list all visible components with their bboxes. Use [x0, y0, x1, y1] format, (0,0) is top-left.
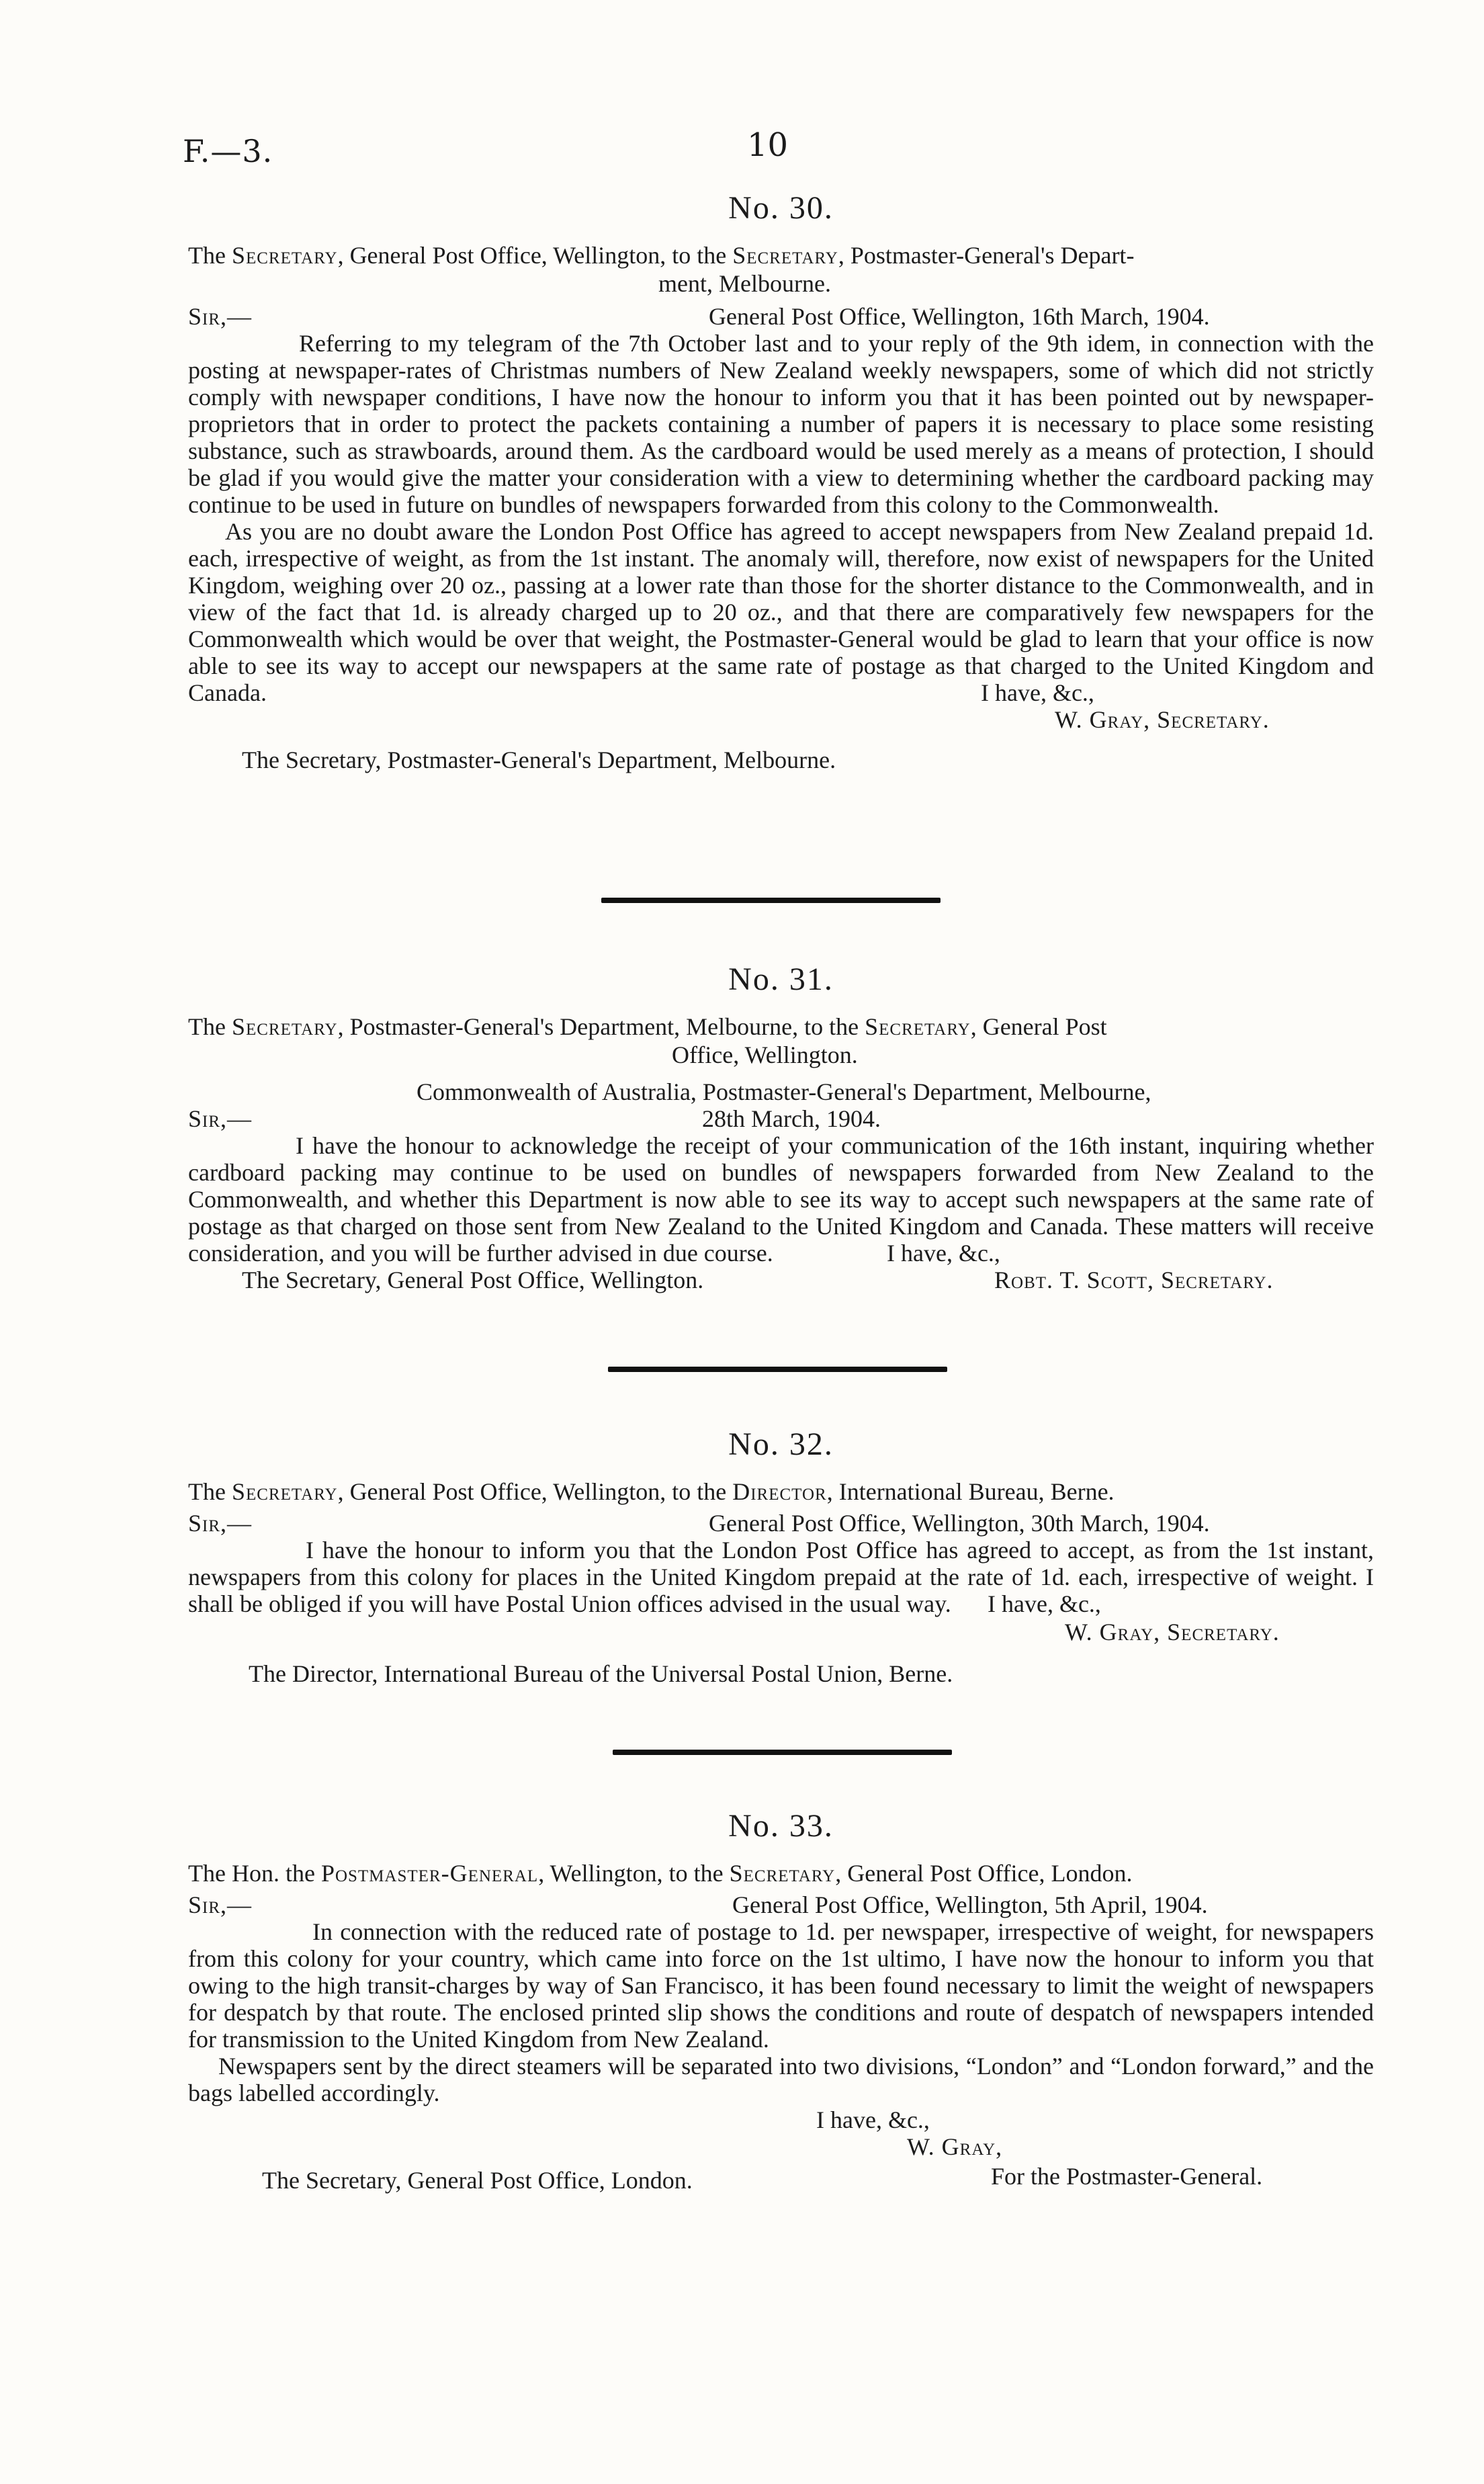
- letter-from-to: [188, 241, 1374, 298]
- letter-32: [188, 1426, 1374, 1698]
- closing: I have, &c.,: [816, 2106, 930, 2133]
- salutation: Sir,—: [188, 1510, 253, 1537]
- dateline: General Post Office, Wellington, 30th March, 1904.: [709, 1510, 1210, 1537]
- signature: W. Gray, Secretary.: [1065, 1619, 1280, 1645]
- signature-title: For the Postmaster-General.: [991, 2163, 1263, 2190]
- letter-heading: No. 31.: [728, 961, 834, 997]
- signature: Robt. T. Scott, Secretary.: [994, 1267, 1274, 1293]
- letter-heading: No. 32.: [728, 1426, 834, 1462]
- letter-from-to: [188, 1477, 1374, 1506]
- from-to-pre: The Hon. the: [188, 1860, 321, 1887]
- paragraph: I have the honour to acknowledge the receipt of your communication of the 16th instant, inquiring whether cardboard packing may continue to be used on bundles of newspapers forwarded from New Zealand to the Commonwealth, and whether this Department is now able to see its way to accept such newspapers at the same rate of postage as that charged on those sent from New Zealand to the United Kingdom and Canada. These matters will receive consideration, and you will be further advised in due course.: [188, 1132, 1374, 1267]
- section-divider: [601, 898, 941, 903]
- letter-heading: No. 33.: [728, 1808, 834, 1844]
- signature: W. Gray,: [907, 2133, 1003, 2160]
- dateline: Commonwealth of Australia, Postmaster-General's Department, Melbourne,: [417, 1078, 1151, 1105]
- signature: W. Gray, Secretary.: [1055, 706, 1270, 733]
- from-to-pre: The: [188, 1013, 232, 1040]
- from-to-post: , Postmaster-General's Depart-: [838, 242, 1135, 269]
- section-divider: [608, 1367, 947, 1372]
- addressee: The Secretary, General Post Office, Wellington.: [242, 1267, 704, 1293]
- addressee: The Director, International Bureau of the Universal Postal Union, Berne.: [249, 1660, 953, 1687]
- letter-31: [188, 961, 1374, 1300]
- from-role: Postmaster-General: [320, 1860, 539, 1887]
- letter-33: [188, 1807, 1374, 2200]
- section-divider: [613, 1750, 952, 1755]
- salutation: Sir,—: [188, 303, 253, 330]
- dateline: General Post Office, Wellington, 5th April, 1904.: [732, 1891, 1208, 1918]
- from-role: Secretary: [231, 242, 338, 269]
- paragraph: Newspapers sent by the direct steamers will be separated into two divisions, “London” and “London forward,” and the bags labelled accordingly.: [188, 2053, 1374, 2106]
- from-to-pre: The: [188, 1478, 232, 1505]
- from-to-mid: , Wellington, to the: [538, 1860, 730, 1887]
- letter-from-to: [188, 1013, 1374, 1069]
- from-to-continuation: ment, Melbourne.: [658, 270, 831, 297]
- addressee: The Secretary, Postmaster-General's Department, Melbourne.: [242, 746, 836, 773]
- page-reference: F.—3.: [183, 133, 273, 169]
- letter-heading: No. 30.: [728, 190, 834, 226]
- letter-from-to: [188, 1859, 1374, 1887]
- from-to-mid: , General Post Office, Wellington, to the: [337, 242, 733, 269]
- page-number: 10: [747, 126, 789, 164]
- from-to-post: , International Bureau, Berne.: [826, 1478, 1115, 1505]
- paragraph: I have the honour to inform you that the London Post Office has agreed to accept, as from the 1st instant, newspapers from this colony for places in the United Kingdom prepaid at the rate of 1d. each, irrespective of weight. I shall be obliged if you will have Postal Union offices advised in the usual way.: [188, 1537, 1374, 1617]
- from-to-post: , General Post Office, London.: [835, 1860, 1133, 1887]
- to-role: Director: [732, 1478, 827, 1505]
- letter-30: [188, 189, 1374, 794]
- paragraph: As you are no doubt aware the London Post Office has agreed to accept newspapers from New Zealand prepaid 1d. each, irrespective of weight, as from the 1st instant. The anomaly will, therefore, now exist of newspapers for the United Kingdom, weighing over 20 oz., passing at a lower rate than those for the shorter distance to the Commonwealth, and in view of the fact that 1d. is already charged up to 20 oz., and that there are comparatively few newspapers for the Commonwealth which would be over that weight, the Postmaster-General would be glad to learn that your office is now able to see its way to accept our newspapers at the same rate of postage as that charged to the United Kingdom and Canada.: [188, 518, 1374, 706]
- to-role: Secretary: [729, 1860, 836, 1887]
- from-to-pre: The: [188, 242, 232, 269]
- addressee: The Secretary, General Post Office, London.: [262, 2167, 693, 2194]
- to-role: Secretary: [865, 1013, 971, 1040]
- to-role: Secretary: [732, 242, 838, 269]
- paragraph: In connection with the reduced rate of postage to 1d. per newspaper, irrespective of weight, for newspapers from this colony for your country, which came into force on the 1st ultimo, I have now the honour to inform you that owing to the high transit-charges by way of San Francisco, it has been found necessary to limit the weight of newspapers for despatch by that route. The enclosed printed slip shows the conditions and route of despatch of newspapers intended for transmission to the United Kingdom from New Zealand.: [188, 1918, 1374, 2053]
- closing: I have, &c.,: [988, 1590, 1101, 1617]
- from-role: Secretary: [231, 1478, 338, 1505]
- from-to-post: , General Post: [970, 1013, 1107, 1040]
- dateline-date: 28th March, 1904.: [702, 1105, 881, 1132]
- from-to-mid: , General Post Office, Wellington, to the: [337, 1478, 733, 1505]
- paragraph: Referring to my telegram of the 7th October last and to your reply of the 9th idem, in connection with the posting at newspaper-rates of Christmas numbers of New Zealand weekly newspapers, some of which did not strictly comply with newspaper conditions, I have now the honour to inform you that it has been pointed out by newspaper-proprietors that in order to protect the packets containing a number of papers it is necessary to place some resisting substance, such as strawboards, around them. As the cardboard would be used merely as a means of protection, I should be glad if you would give the matter your consideration with a view to determining whether the cardboard packing may continue to be used in future on bundles of newspapers forwarded from this colony to the Commonwealth.: [188, 330, 1374, 518]
- from-to-continuation: Office, Wellington.: [672, 1041, 858, 1068]
- salutation: Sir,—: [188, 1105, 253, 1132]
- dateline: General Post Office, Wellington, 16th March, 1904.: [709, 303, 1210, 330]
- closing: I have, &c.,: [981, 679, 1094, 706]
- from-role: Secretary: [231, 1013, 338, 1040]
- from-to-mid: , Postmaster-General's Department, Melbourne, to the: [337, 1013, 865, 1040]
- closing: I have, &c.,: [887, 1240, 1000, 1267]
- salutation: Sir,—: [188, 1891, 253, 1918]
